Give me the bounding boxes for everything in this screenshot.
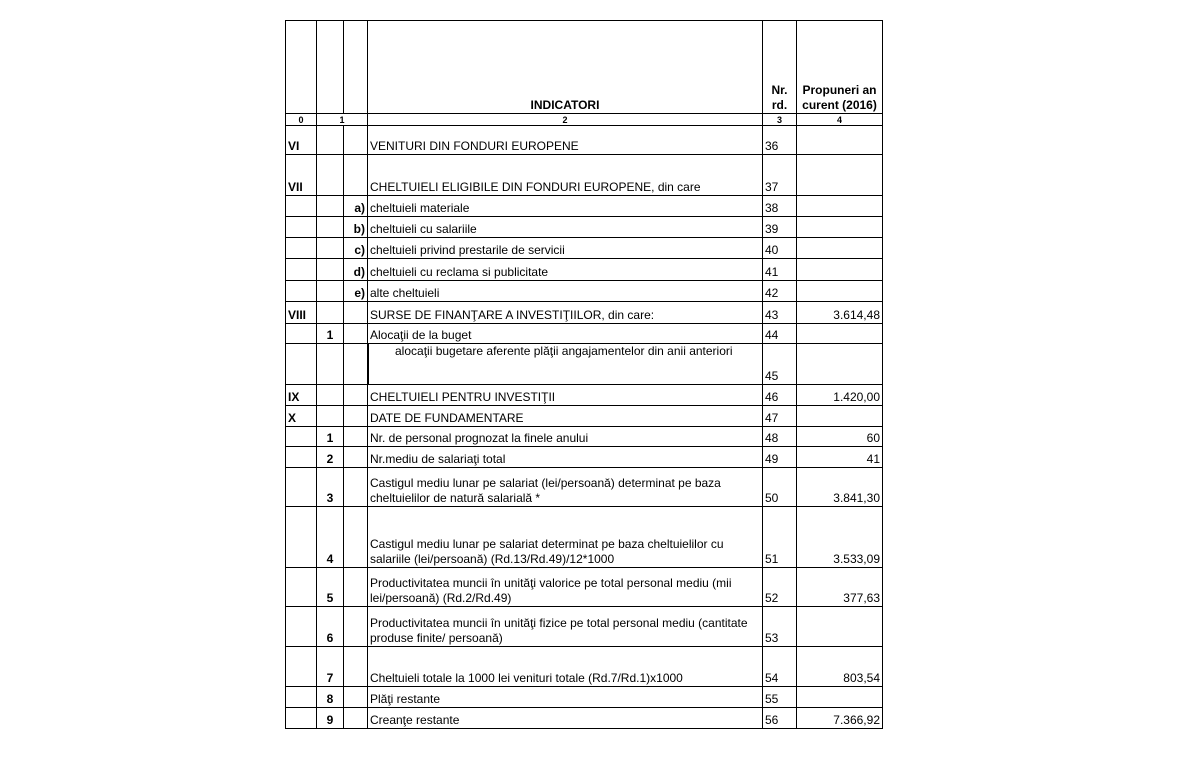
row-indicator-text: SURSE DE FINANŢARE A INVESTIŢIILOR, din care: [368, 302, 763, 324]
row-indicator-text: CHELTUIELI PENTRU INVESTIŢII [368, 385, 763, 406]
table-row [286, 708, 883, 729]
table-row [286, 568, 883, 607]
row-roman-numeral [286, 687, 317, 708]
row-indicator-text: CHELTUIELI ELIGIBILE DIN FONDURI EUROPENE, din care [368, 155, 763, 196]
table-row [286, 324, 883, 344]
row-indicator-text: Creanţe restante [368, 708, 763, 729]
row-indicator-text: DATE DE FUNDAMENTARE [368, 406, 763, 427]
row-rd-number: 44 [763, 324, 797, 344]
row-rd-number: 45 [763, 344, 797, 385]
row-indicator-text: Productivitatea muncii în unităţi fizice pe total personal mediu (cantitate produse finite/ persoană) [368, 607, 763, 647]
row-value [797, 217, 883, 238]
row-roman-numeral [286, 708, 317, 729]
row-value [797, 406, 883, 427]
row-number: 2 [317, 447, 344, 468]
row-number [317, 302, 344, 324]
table-row [286, 468, 883, 507]
row-roman-numeral: VI [286, 126, 317, 155]
row-roman-numeral [286, 507, 317, 568]
row-rd-number: 54 [763, 647, 797, 687]
table-row [286, 259, 883, 281]
column-index: 3 [763, 114, 797, 126]
row-roman-numeral [286, 324, 317, 344]
row-value: 803,54 [797, 647, 883, 687]
row-rd-number: 37 [763, 155, 797, 196]
row-indicator-text: Productivitatea muncii în unităţi valorice pe total personal mediu (mii lei/persoană) (Rd.2/Rd.49) [368, 568, 763, 607]
row-indicator-subtext: alocaţii bugetare aferente plăţii angajamentelor din anii anteriori [368, 344, 760, 384]
row-indicator-text: Castigul mediu lunar pe salariat determinat pe baza cheltuielilor cu salariile (lei/persoană) (Rd.13/Rd.49)/12*1000 [368, 507, 763, 568]
row-number: 8 [317, 687, 344, 708]
row-roman-numeral [286, 238, 317, 259]
row-letter [344, 468, 368, 507]
table-row [286, 427, 883, 447]
row-letter [344, 427, 368, 447]
row-value [797, 155, 883, 196]
row-number: 9 [317, 708, 344, 729]
row-indicator-text: VENITURI DIN FONDURI EUROPENE [368, 126, 763, 155]
table-row [286, 385, 883, 406]
row-roman-numeral [286, 259, 317, 281]
row-letter: c) [344, 238, 368, 259]
row-rd-number: 49 [763, 447, 797, 468]
row-roman-numeral [286, 468, 317, 507]
row-rd-number: 36 [763, 126, 797, 155]
row-indicator-text: Plăţi restante [368, 687, 763, 708]
row-roman-numeral [286, 427, 317, 447]
row-roman-numeral [286, 196, 317, 217]
row-letter [344, 687, 368, 708]
row-roman-numeral: IX [286, 385, 317, 406]
row-rd-number: 39 [763, 217, 797, 238]
row-number [317, 281, 344, 302]
row-indicator-text: Nr. de personal prognozat la finele anului [368, 427, 763, 447]
row-roman-numeral [286, 647, 317, 687]
table-row [286, 281, 883, 302]
row-value: 3.614,48 [797, 302, 883, 324]
header-indicators: INDICATORI [368, 21, 763, 114]
table-row [286, 344, 883, 385]
row-indicator-text: cheltuieli cu reclama si publicitate [368, 259, 763, 281]
row-indicator-text: Cheltuieli totale la 1000 lei venituri totale (Rd.7/Rd.1)x1000 [368, 647, 763, 687]
row-roman-numeral [286, 607, 317, 647]
table-row [286, 196, 883, 217]
row-letter [344, 507, 368, 568]
row-rd-number: 43 [763, 302, 797, 324]
row-number: 5 [317, 568, 344, 607]
table-row [286, 447, 883, 468]
row-rd-number: 47 [763, 406, 797, 427]
row-number: 1 [317, 427, 344, 447]
row-value: 60 [797, 427, 883, 447]
row-number [317, 126, 344, 155]
table-row [286, 155, 883, 196]
row-indicator-text: cheltuieli privind prestarile de servicii [368, 238, 763, 259]
row-number [317, 259, 344, 281]
row-letter [344, 302, 368, 324]
row-rd-number: 53 [763, 607, 797, 647]
row-rd-number: 50 [763, 468, 797, 507]
row-indicator-text: Nr.mediu de salariaţi total [368, 447, 763, 468]
row-value: 41 [797, 447, 883, 468]
column-index: 0 [286, 114, 317, 126]
row-letter: d) [344, 259, 368, 281]
row-letter [344, 406, 368, 427]
table-row [286, 687, 883, 708]
row-letter [344, 344, 368, 385]
column-index: 1 [317, 114, 368, 126]
row-letter [344, 385, 368, 406]
row-number: 3 [317, 468, 344, 507]
row-indicator-text: Castigul mediu lunar pe salariat (lei/persoană) determinat pe baza cheltuielilor de natură salarială * [368, 468, 763, 507]
row-letter: a) [344, 196, 368, 217]
row-number [317, 344, 344, 385]
row-value [797, 607, 883, 647]
row-roman-numeral: VII [286, 155, 317, 196]
row-indicator-text: cheltuieli materiale [368, 196, 763, 217]
row-letter [344, 447, 368, 468]
row-letter [344, 126, 368, 155]
column-index: 4 [797, 114, 883, 126]
row-number [317, 406, 344, 427]
row-rd-number: 41 [763, 259, 797, 281]
row-value [797, 126, 883, 155]
row-value: 7.366,92 [797, 708, 883, 729]
row-value: 3.841,30 [797, 468, 883, 507]
row-roman-numeral [286, 568, 317, 607]
row-indicator-text [368, 344, 763, 385]
row-value [797, 196, 883, 217]
table-row [286, 238, 883, 259]
table-row [286, 217, 883, 238]
row-roman-numeral [286, 344, 317, 385]
row-number: 7 [317, 647, 344, 687]
row-value [797, 344, 883, 385]
row-value: 377,63 [797, 568, 883, 607]
row-number [317, 238, 344, 259]
row-value [797, 324, 883, 344]
row-value: 1.420,00 [797, 385, 883, 406]
row-value [797, 281, 883, 302]
row-indicator-text: Alocaţii de la buget [368, 324, 763, 344]
row-number [317, 385, 344, 406]
row-roman-numeral [286, 281, 317, 302]
header-proposals: Propuneri an curent (2016) [797, 21, 883, 114]
table-header-row [286, 21, 883, 114]
row-rd-number: 40 [763, 238, 797, 259]
row-number: 4 [317, 507, 344, 568]
row-letter [344, 647, 368, 687]
row-rd-number: 55 [763, 687, 797, 708]
table-row [286, 607, 883, 647]
indicators-table [285, 20, 883, 729]
row-roman-numeral [286, 447, 317, 468]
row-letter: b) [344, 217, 368, 238]
row-value [797, 238, 883, 259]
row-roman-numeral [286, 217, 317, 238]
row-letter: e) [344, 281, 368, 302]
row-number [317, 217, 344, 238]
row-letter [344, 324, 368, 344]
row-indicator-text: cheltuieli cu salariile [368, 217, 763, 238]
row-rd-number: 51 [763, 507, 797, 568]
row-rd-number: 56 [763, 708, 797, 729]
row-rd-number: 48 [763, 427, 797, 447]
table-row [286, 647, 883, 687]
row-letter [344, 568, 368, 607]
table-row [286, 302, 883, 324]
column-index: 2 [368, 114, 763, 126]
table-row [286, 507, 883, 568]
column-index-row [286, 114, 883, 126]
row-letter [344, 708, 368, 729]
row-rd-number: 46 [763, 385, 797, 406]
row-number [317, 196, 344, 217]
table-row [286, 126, 883, 155]
row-rd-number: 52 [763, 568, 797, 607]
row-roman-numeral: VIII [286, 302, 317, 324]
row-letter [344, 155, 368, 196]
row-number: 1 [317, 324, 344, 344]
row-roman-numeral: X [286, 406, 317, 427]
row-letter [344, 607, 368, 647]
row-number [317, 155, 344, 196]
row-number: 6 [317, 607, 344, 647]
header-row-number: Nr. rd. [763, 21, 797, 114]
table-row [286, 406, 883, 427]
row-value [797, 687, 883, 708]
row-rd-number: 38 [763, 196, 797, 217]
row-rd-number: 42 [763, 281, 797, 302]
row-indicator-text: alte cheltuieli [368, 281, 763, 302]
row-value [797, 259, 883, 281]
row-value: 3.533,09 [797, 507, 883, 568]
